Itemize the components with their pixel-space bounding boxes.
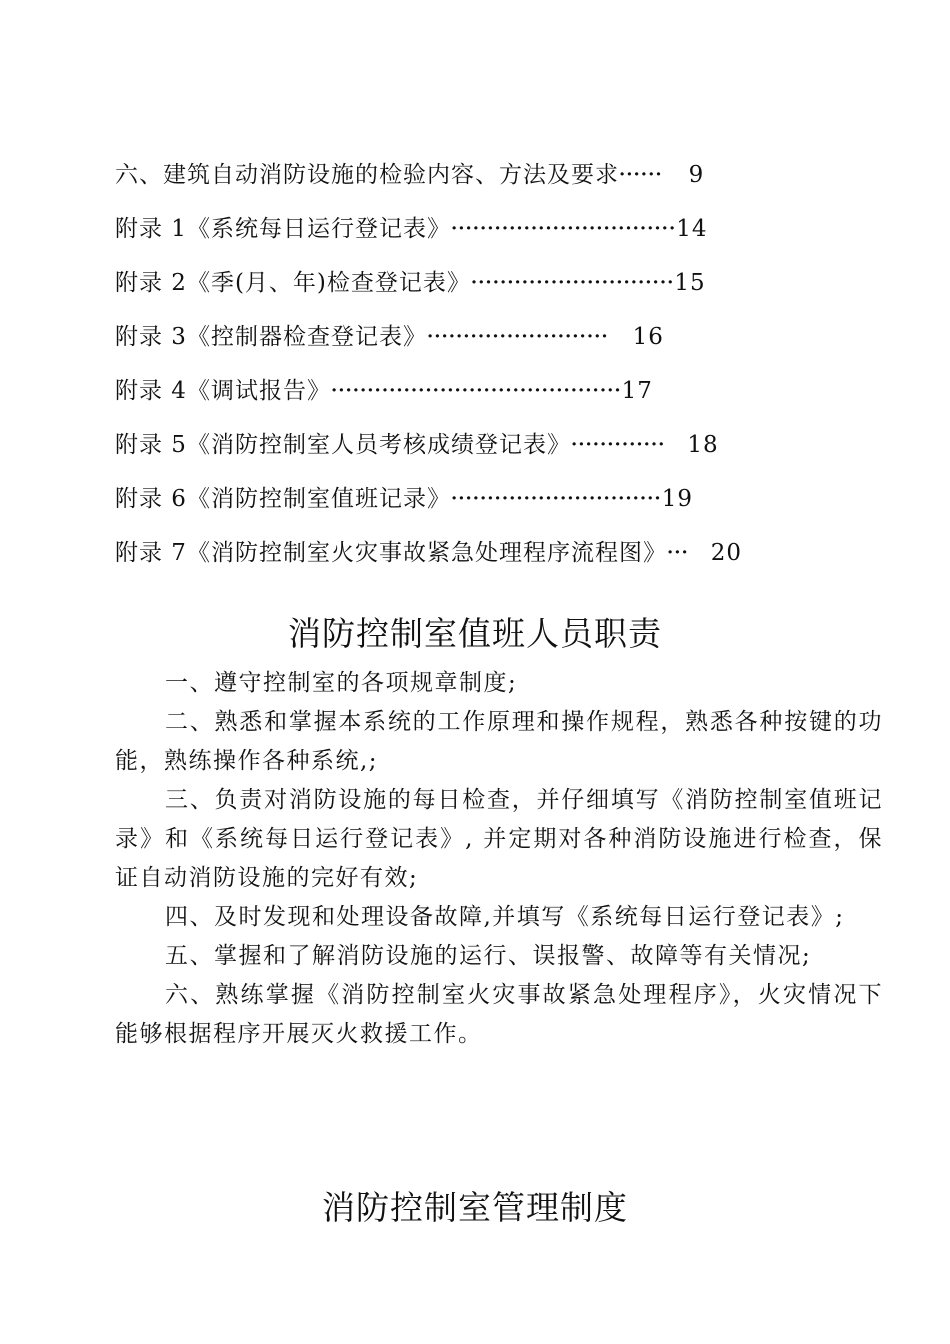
toc-entry (115, 418, 835, 472)
toc-entry (115, 256, 835, 310)
toc-entry-page: 18 (687, 432, 719, 458)
section-heading-management: 消防控制室管理制度 (322, 1188, 628, 1227)
toc-entry-leader: ··· (666, 542, 689, 563)
duty-item: 五、掌握和了解消防设施的运行、误报警、故障等有关情况; (165, 943, 812, 969)
toc-entry-title: 附录 6《消防控制室值班记录》 (115, 486, 451, 512)
toc-entry-leader: ······ (619, 164, 663, 185)
toc-entry-page: 19 (661, 486, 693, 512)
toc-entry-leader: ············· (570, 434, 666, 455)
toc-entry (115, 310, 835, 364)
toc-entry-title: 附录 1《系统每日运行登记表》 (115, 216, 451, 242)
toc-entry (115, 472, 835, 526)
duty-item: 四、及时发现和处理设备故障,并填写《系统每日运行登记表》; (165, 904, 845, 930)
toc-entry-page: 9 (688, 162, 705, 188)
toc-entry-title: 附录 4《调试报告》 (115, 378, 331, 404)
toc-entry-leader: ························· (426, 326, 609, 347)
toc-entry-page: 16 (632, 324, 664, 350)
duty-item: 三、负责对消防设施的每日检查，并仔细填写《消防控制室值班记录》和《系统每日运行登记表》, 并定期对各种消防设施进行检查，保证自动消防设施的完好有效; (115, 787, 883, 891)
duty-item: 六、熟练掌握《消防控制室火灾事故紧急处理程序》，火灾情况下能够根据程序开展灭火救援工作。 (115, 982, 883, 1047)
toc-entry-title: 附录 3《控制器检查登记表》 (115, 324, 427, 350)
toc-entry (115, 202, 835, 256)
toc-entry-leader: ········································ (330, 380, 622, 401)
toc-entry-page: 14 (676, 216, 708, 242)
toc-entry-page: 20 (710, 540, 743, 566)
toc-entry-title: 附录 7《消防控制室火灾事故紧急处理程序流程图》 (115, 540, 667, 566)
toc-entry (115, 364, 835, 418)
toc-entry-page: 15 (674, 270, 706, 296)
table-of-contents (115, 148, 835, 580)
toc-entry-page: 17 (621, 378, 653, 404)
toc-entry-title: 六、建筑自动消防设施的检验内容、方法及要求 (115, 162, 619, 188)
toc-entry-leader: ······························· (450, 218, 677, 239)
duty-item: 二、熟悉和掌握本系统的工作原理和操作规程，熟悉各种按键的功能，熟练操作各种系统,; (115, 709, 883, 774)
toc-entry (115, 148, 835, 202)
duty-item: 一、遵守控制室的各项规章制度; (165, 670, 518, 696)
section-heading-duties: 消防控制室值班人员职责 (288, 614, 662, 653)
toc-entry-title: 附录 5《消防控制室人员考核成绩登记表》 (115, 432, 571, 458)
toc-entry-leader: ····························· (450, 488, 662, 509)
toc-entry-leader: ···························· (470, 272, 675, 293)
toc-entry (115, 526, 835, 580)
duties-list (115, 664, 883, 1054)
toc-entry-title: 附录 2《季(月、年)检查登记表》 (115, 270, 471, 296)
